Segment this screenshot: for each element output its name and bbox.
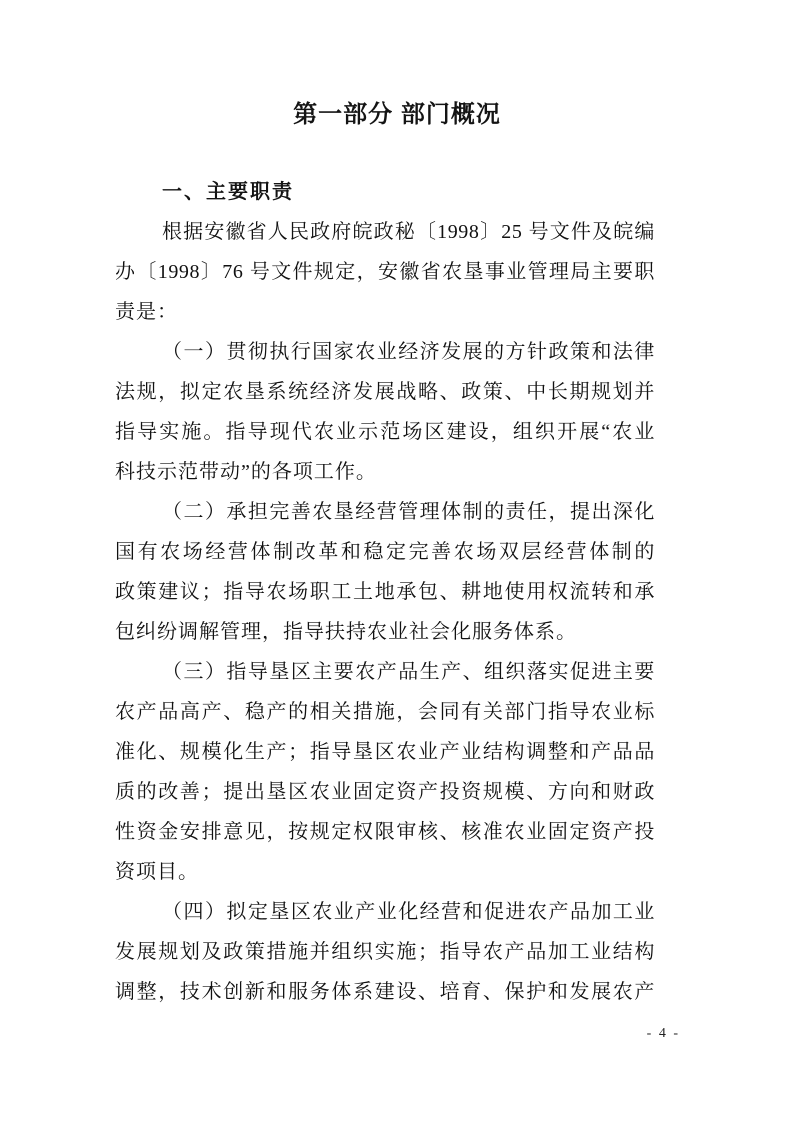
body-line: 准化、规模化生产；指导垦区农业产业结构调整和产品品 — [115, 741, 655, 763]
body-line: （三）指导垦区主要农产品生产、组织落实促进主要 — [162, 661, 655, 683]
body-line: 指导实施。指导现代农业示范场区建设，组织开展“农业 — [115, 421, 655, 443]
page-number: - 4 - — [646, 1026, 680, 1041]
body-line: 资项目。 — [115, 861, 199, 883]
section-heading: 一、主要职责 — [162, 181, 294, 203]
body-line: 性资金安排意见，按规定权限审核、核准农业固定资产投 — [115, 821, 655, 843]
body-line: 办〔1998〕76 号文件规定，安徽省农垦事业管理局主要职 — [115, 261, 655, 283]
body-line: （二）承担完善农垦经营管理体制的责任，提出深化 — [162, 501, 655, 523]
body-line: （四）拟定垦区农业产业化经营和促进农产品加工业 — [162, 901, 655, 923]
paragraph — [115, 492, 655, 652]
body-line: 发展规划及政策措施并组织实施；指导农产品加工业结构 — [115, 941, 655, 963]
body-line: 责是： — [115, 301, 178, 323]
paragraph — [115, 892, 655, 1012]
body-line: 法规，拟定农垦系统经济发展战略、政策、中长期规划并 — [115, 381, 655, 403]
paragraph — [115, 652, 655, 892]
body-line: 包纠纷调解管理，指导扶持农业社会化服务体系。 — [115, 621, 577, 643]
body-line: （一）贯彻执行国家农业经济发展的方针政策和法律 — [162, 341, 655, 363]
body-line: 政策建议；指导农场职工土地承包、耕地使用权流转和承 — [115, 581, 655, 603]
paragraph — [115, 212, 655, 332]
body-line: 科技示范带动”的各项工作。 — [115, 461, 377, 483]
body-line: 质的改善；提出垦区农业固定资产投资规模、方向和财政 — [115, 781, 655, 803]
paragraph — [115, 332, 655, 492]
body-line: 农产品高产、稳产的相关措施，会同有关部门指导农业标 — [115, 701, 655, 723]
body-line: 调整，技术创新和服务体系建设、培育、保护和发展农产 — [115, 981, 655, 1003]
body-line: 国有农场经营体制改革和稳定完善农场双层经营体制的 — [115, 541, 655, 563]
body-line: 根据安徽省人民政府皖政秘〔1998〕25 号文件及皖编 — [162, 221, 655, 243]
document-body — [115, 212, 655, 1012]
document-title: 第一部分 部门概况 — [293, 101, 501, 128]
